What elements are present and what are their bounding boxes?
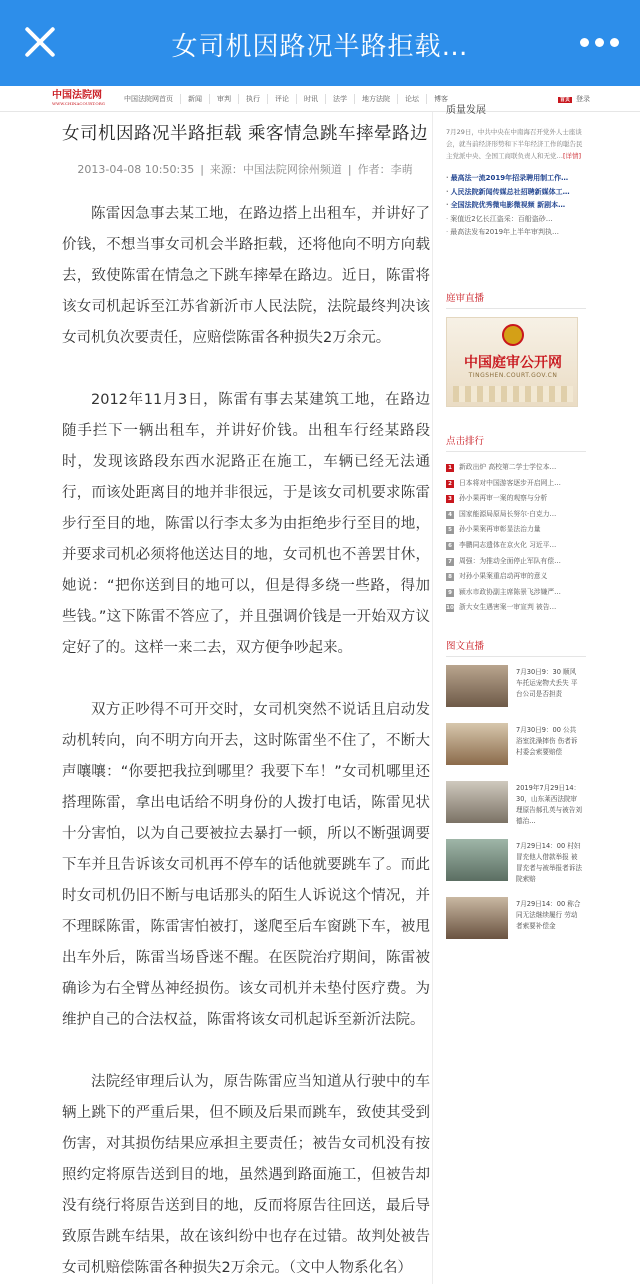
top-news-headline[interactable]: 质量发展 [446, 105, 486, 116]
photo-item[interactable] [446, 839, 586, 897]
live-trial-banner[interactable] [446, 317, 578, 407]
building-graphic [453, 386, 573, 402]
nav-item-blog[interactable]: 博客 [426, 94, 455, 104]
list-item[interactable]: 10 浙大女生遇害案一审宣判 被告… [446, 603, 557, 612]
section-title-ranking: 点击排行 [446, 433, 586, 452]
article-date: 2013-04-08 10:50:35 [77, 163, 195, 176]
article-body [60, 199, 430, 1284]
news-list [446, 172, 586, 240]
article-title: 女司机因路况半路拒载 乘客情急跳车摔晕路边 [61, 124, 429, 144]
article-paragraph: 双方正吵得不可开交时，女司机突然不说话且启动发动机转向，向不明方向开去，这时陈雷坐不住了，不断大声嚷嚷：“你要把我拉到哪里？我要下车！”女司机哪里还搭理陈雷，拿出电话给不明身份的人拨打电话，陈雷见状十分害怕，以为自己要被拉去暴打一顿，所以不断强调要下车并且告诉该女司机再不停车的话他就要跳车了。而此时女司机仍旧不断与电话那头的陌生人诉说这个情况，并不理睬陈雷，陈雷害怕被打，遂爬至后车窗跳下车，被甩出车外后，陈雷当场昏迷不醒。在医院治疗期间，陈雷被确诊为右全臂丛神经损伤。该女司机并未垫付医疗费。为维护自己的合法权益，陈雷将该女司机起诉至新沂法院。 [62, 702, 430, 1028]
photo-caption[interactable]: 7月29日14：00 称合同无法继续履行 劳动者索要补偿金 [516, 899, 581, 930]
article-paragraph: 法院经审理后认为，原告陈雷应当知道从行驶中的车辆上跳下的严重后果，但不顾及后果而跳车，致使其受到伤害，对其损伤结果应承担主要责任；被告女司机没有按照约定将原告送到目的地，虽然遇到路面施工，但被告却没有绕行将原告送到目的地，反而将原告往回送，最后导致原告跳车结果，故在该纠纷中也存在过错。故判处被告女司机赔偿陈雷各种损失2万余元。（文中人物系化名） [62, 1074, 430, 1276]
photo-item[interactable] [446, 781, 586, 839]
section-title-photo: 图文直播 [446, 638, 586, 657]
photo-item[interactable] [446, 897, 586, 955]
photo-caption[interactable]: 7月29日14：00 村妇冒充他人借款举报 被冒充者与被举报者诉法院索赔 [516, 841, 582, 883]
photo-thumbnail[interactable] [446, 781, 508, 823]
list-item[interactable]: · 案值近2亿长江盗采：百船盗砂… [446, 213, 586, 227]
nav-item-updates[interactable]: 时讯 [296, 94, 325, 104]
list-item[interactable]: 8 对孙小果案重启动再审的意义 [446, 569, 586, 585]
court-emblem-icon [502, 324, 524, 346]
login-tag: 首页 [559, 97, 570, 103]
banner-url: TINGSHEN.COURT.GOV.CN [468, 372, 558, 379]
section-title-live: 庭审直播 [446, 290, 586, 309]
list-item[interactable]: 1 新政出炉 高校第二学士学位本… [446, 460, 586, 476]
top-news-summary: 7月29日，中共中央在中南海召开党外人士座谈会，就当前经济形势和下半年经济工作的聪告民主党派中央、全国工商联负责人和无党…[详情] [446, 128, 583, 160]
nav-item-law[interactable]: 法学 [325, 94, 354, 104]
list-item[interactable]: · 最高法一流2019年招录聘用制工作… [446, 172, 586, 186]
list-item[interactable]: 4 国家能源局原局长努尔·白克力… [446, 507, 586, 523]
list-item[interactable]: 5 孙小果案再审彰显法治力量 [446, 522, 586, 538]
article [60, 112, 430, 1284]
article-source: 来源：中国法院网徐州频道 [209, 163, 342, 176]
nav-item-local-courts[interactable]: 地方法院 [354, 94, 397, 104]
ranking-list [446, 460, 586, 616]
article-paragraph: 2012年11月3日，陈雷有事去某建筑工地，在路边随手拦下一辆出租车，并讲好价钱。出租车行经某路段时，发现该路段东西水泥路正在施工，车辆已经无法通行，而该处距离目的地并非很远，于是该女司机要求陈雷步行至目的地，陈雷以行李太多为由拒绝步行至目的地，并要求司机必须将他送达目的地，女司机也不善罢甘休，她说：“把你送到目的地可以，但是得多绕一些路，得加些钱。”这下陈雷不答应了，并且强调价钱是一开始双方议定好了的。这样一来二去，双方便争吵起来。 [62, 392, 430, 656]
nav-item-news[interactable]: 新闻 [180, 94, 209, 104]
article-meta: 2013-04-08 10:50:35 | 来源：中国法院网徐州频道 | 作者：李萌 [77, 163, 413, 176]
page-title: 女司机因路况半路拒载… [171, 32, 469, 62]
nav-menu [124, 94, 455, 104]
nav-item-trial[interactable]: 审判 [209, 94, 238, 104]
more-options-icon[interactable] [580, 38, 620, 48]
photo-caption[interactable]: 7月30日9：30 顺风车托运宠物犬丢失 平台公司是否担责 [516, 667, 578, 698]
photo-caption[interactable]: 7月30日9：00 公共浴室洗澡摔伤 伤者诉村委会索要赔偿 [516, 725, 578, 756]
article-paragraph: 陈雷因急事去某工地，在路边搭上出租车，并讲好了价钱，不想当事女司机会半路拒载，还将他向不明方向载去，致使陈雷在情急之下跳车摔晕在路边。近日，陈雷将该女司机起诉至江苏省新沂市人民法院，法院最终判决该女司机负次要责任，应赔偿陈雷各种损失2万余元。 [62, 206, 430, 346]
details-link[interactable]: [详情] [563, 152, 582, 160]
photo-item[interactable] [446, 665, 586, 723]
nav-item-comment[interactable]: 评论 [267, 94, 296, 104]
nav-item-forum[interactable]: 论坛 [397, 94, 426, 104]
sidebar [446, 105, 586, 955]
list-item[interactable]: · 最高法发布2019年上半年审判执… [446, 226, 586, 240]
article-author: 作者：李萌 [357, 163, 413, 176]
list-item[interactable]: 3 孙小果再审一案的观察与分析 [446, 491, 586, 507]
column-divider [432, 112, 433, 1284]
list-item[interactable]: · 人民法院新闻传媒总社招聘新媒体工… [446, 186, 586, 200]
photo-thumbnail[interactable] [446, 897, 508, 939]
photo-list [446, 665, 586, 955]
photo-caption[interactable]: 2019年7月29日14：30，山东莱西法院审理原告郝孔英与被告刘德治… [516, 783, 582, 825]
site-logo[interactable]: 中国法院网 WWW.CHINACOURT.ORG [52, 90, 105, 106]
photo-item[interactable] [446, 723, 586, 781]
photo-thumbnail[interactable] [446, 665, 508, 707]
app-bar [0, 0, 640, 86]
list-item[interactable]: 7 周强：为推动全面停止军队有偿… [446, 554, 586, 570]
nav-item-enforcement[interactable]: 执行 [238, 94, 267, 104]
close-icon[interactable] [22, 24, 58, 60]
nav-item-home[interactable]: 中国法院网首页 [124, 95, 173, 103]
banner-title: 中国庭审公开网 [464, 355, 562, 371]
list-item[interactable]: 2 日本将对中国游客逐步开启网上… [446, 476, 586, 492]
list-item[interactable]: · 全国法院优秀微电影微视频 新剧本… [446, 199, 586, 213]
photo-thumbnail[interactable] [446, 839, 508, 881]
list-item[interactable]: 6 李鹏同志遗体在京火化 习近平… [446, 538, 586, 554]
login-link[interactable]: 首页 登录 [559, 95, 590, 103]
list-item[interactable]: 9 颍水市政协副主席陈景飞涉嫌严… [446, 585, 586, 601]
photo-thumbnail[interactable] [446, 723, 508, 765]
top-news [446, 104, 586, 236]
